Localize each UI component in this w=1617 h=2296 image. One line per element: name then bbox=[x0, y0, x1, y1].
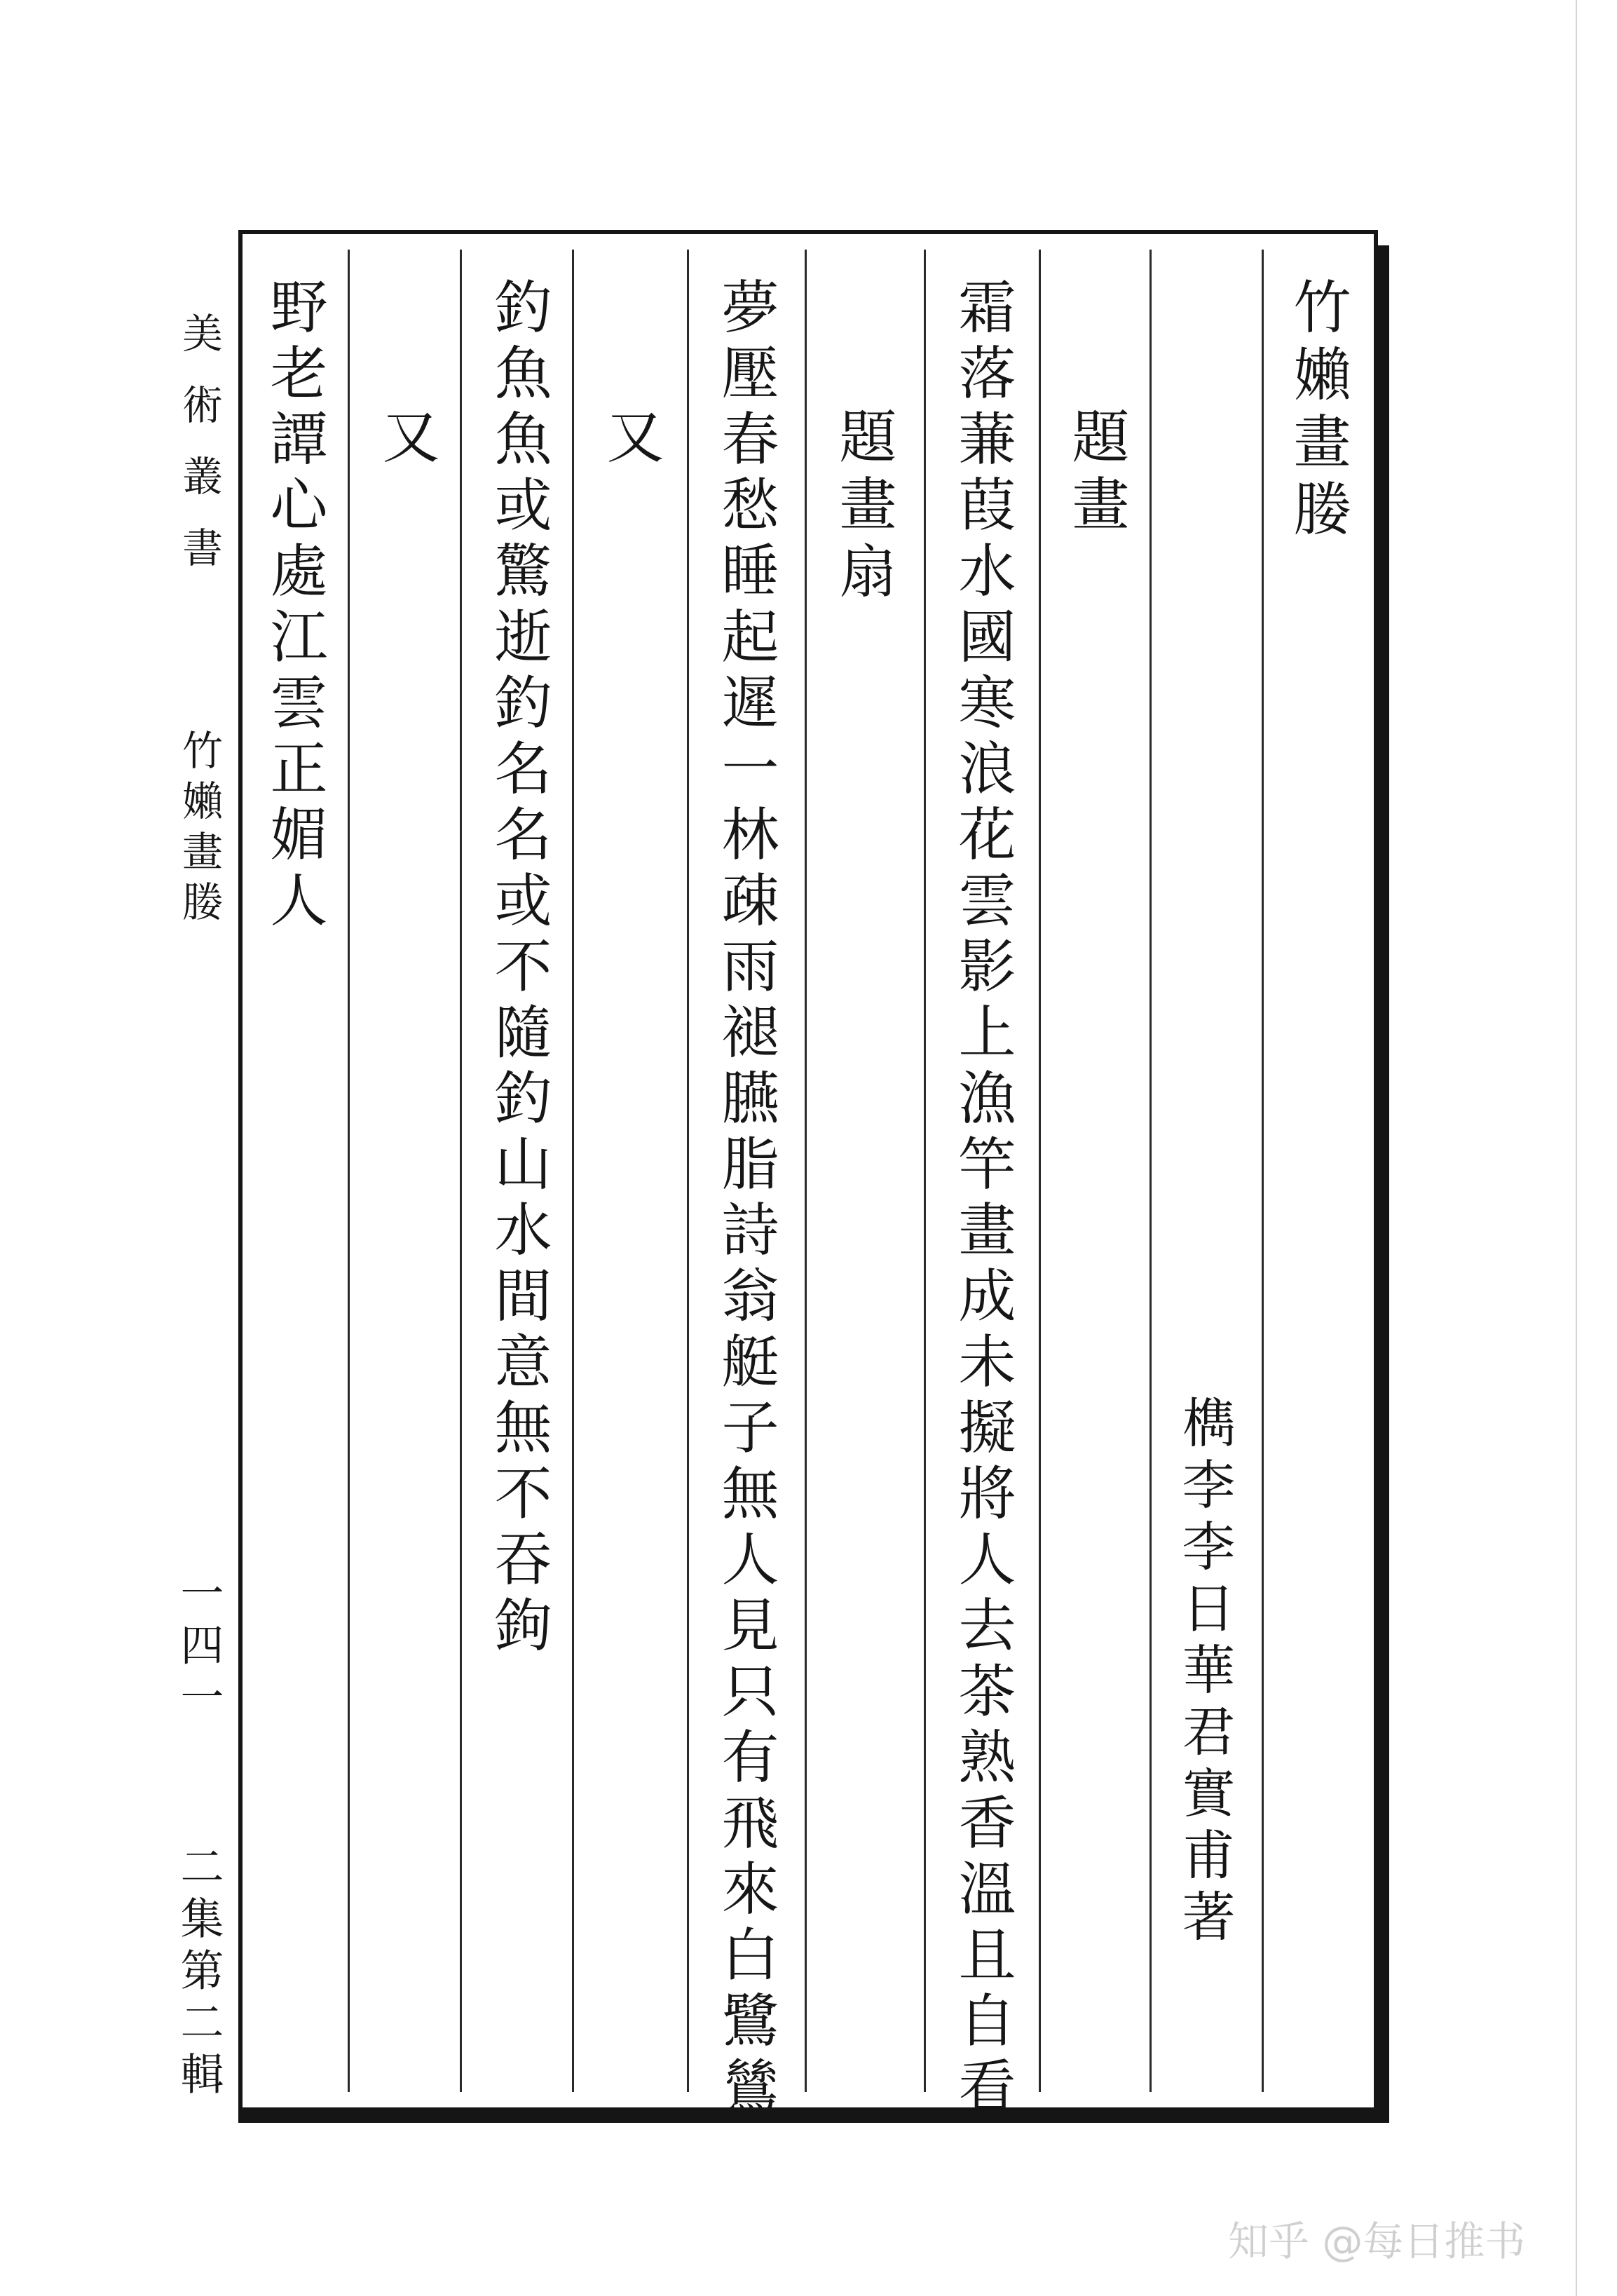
watermark: 知乎 @每日推书 bbox=[1228, 2217, 1526, 2265]
margin-collection-info: 二集第二輯 bbox=[173, 1844, 224, 2103]
margin-book-title: 竹嬾畫媵 bbox=[175, 729, 223, 931]
margin-folio: 一四一 bbox=[173, 1570, 224, 1726]
column-rule bbox=[1262, 250, 1264, 2092]
column-rule bbox=[924, 250, 926, 2092]
poem-text: 夢壓春愁睡起遲一林疎雨褪臙脂詩翁艇子無人見只有飛來白鷺鷥 bbox=[712, 277, 779, 2122]
frame-shadow-bottom bbox=[238, 2112, 1389, 2123]
frame-shadow-right bbox=[1378, 245, 1389, 2121]
poem-text: 野老譚心處江雲正媚人 bbox=[261, 277, 327, 936]
margin-series-title: 美術叢書 bbox=[175, 312, 223, 598]
section-heading: 又 bbox=[597, 407, 664, 474]
book-title: 竹嬾畫媵 bbox=[1284, 277, 1351, 546]
page-edge bbox=[1576, 0, 1577, 2296]
column-rule bbox=[460, 250, 462, 2092]
section-heading: 題畫扇 bbox=[830, 407, 896, 609]
section-heading: 又 bbox=[373, 407, 439, 474]
column-rule bbox=[687, 250, 689, 2092]
column-rule bbox=[1149, 250, 1152, 2092]
column-rule bbox=[572, 250, 574, 2092]
column-rule bbox=[1039, 250, 1041, 2092]
column-rule bbox=[805, 250, 807, 2092]
author-line: 檇李李日華君實甫著 bbox=[1173, 1395, 1236, 1950]
section-heading: 題畫 bbox=[1063, 407, 1129, 541]
column-rule bbox=[348, 250, 350, 2092]
poem-text: 霜落蒹葭水國寒浪花雲影上漁竿畫成未擬將人去茶熟香溫且自看 bbox=[949, 277, 1016, 2122]
poem-text: 釣魚魚或驚逝釣名名或不隨釣山水間意無不吞鉤 bbox=[485, 277, 552, 1661]
